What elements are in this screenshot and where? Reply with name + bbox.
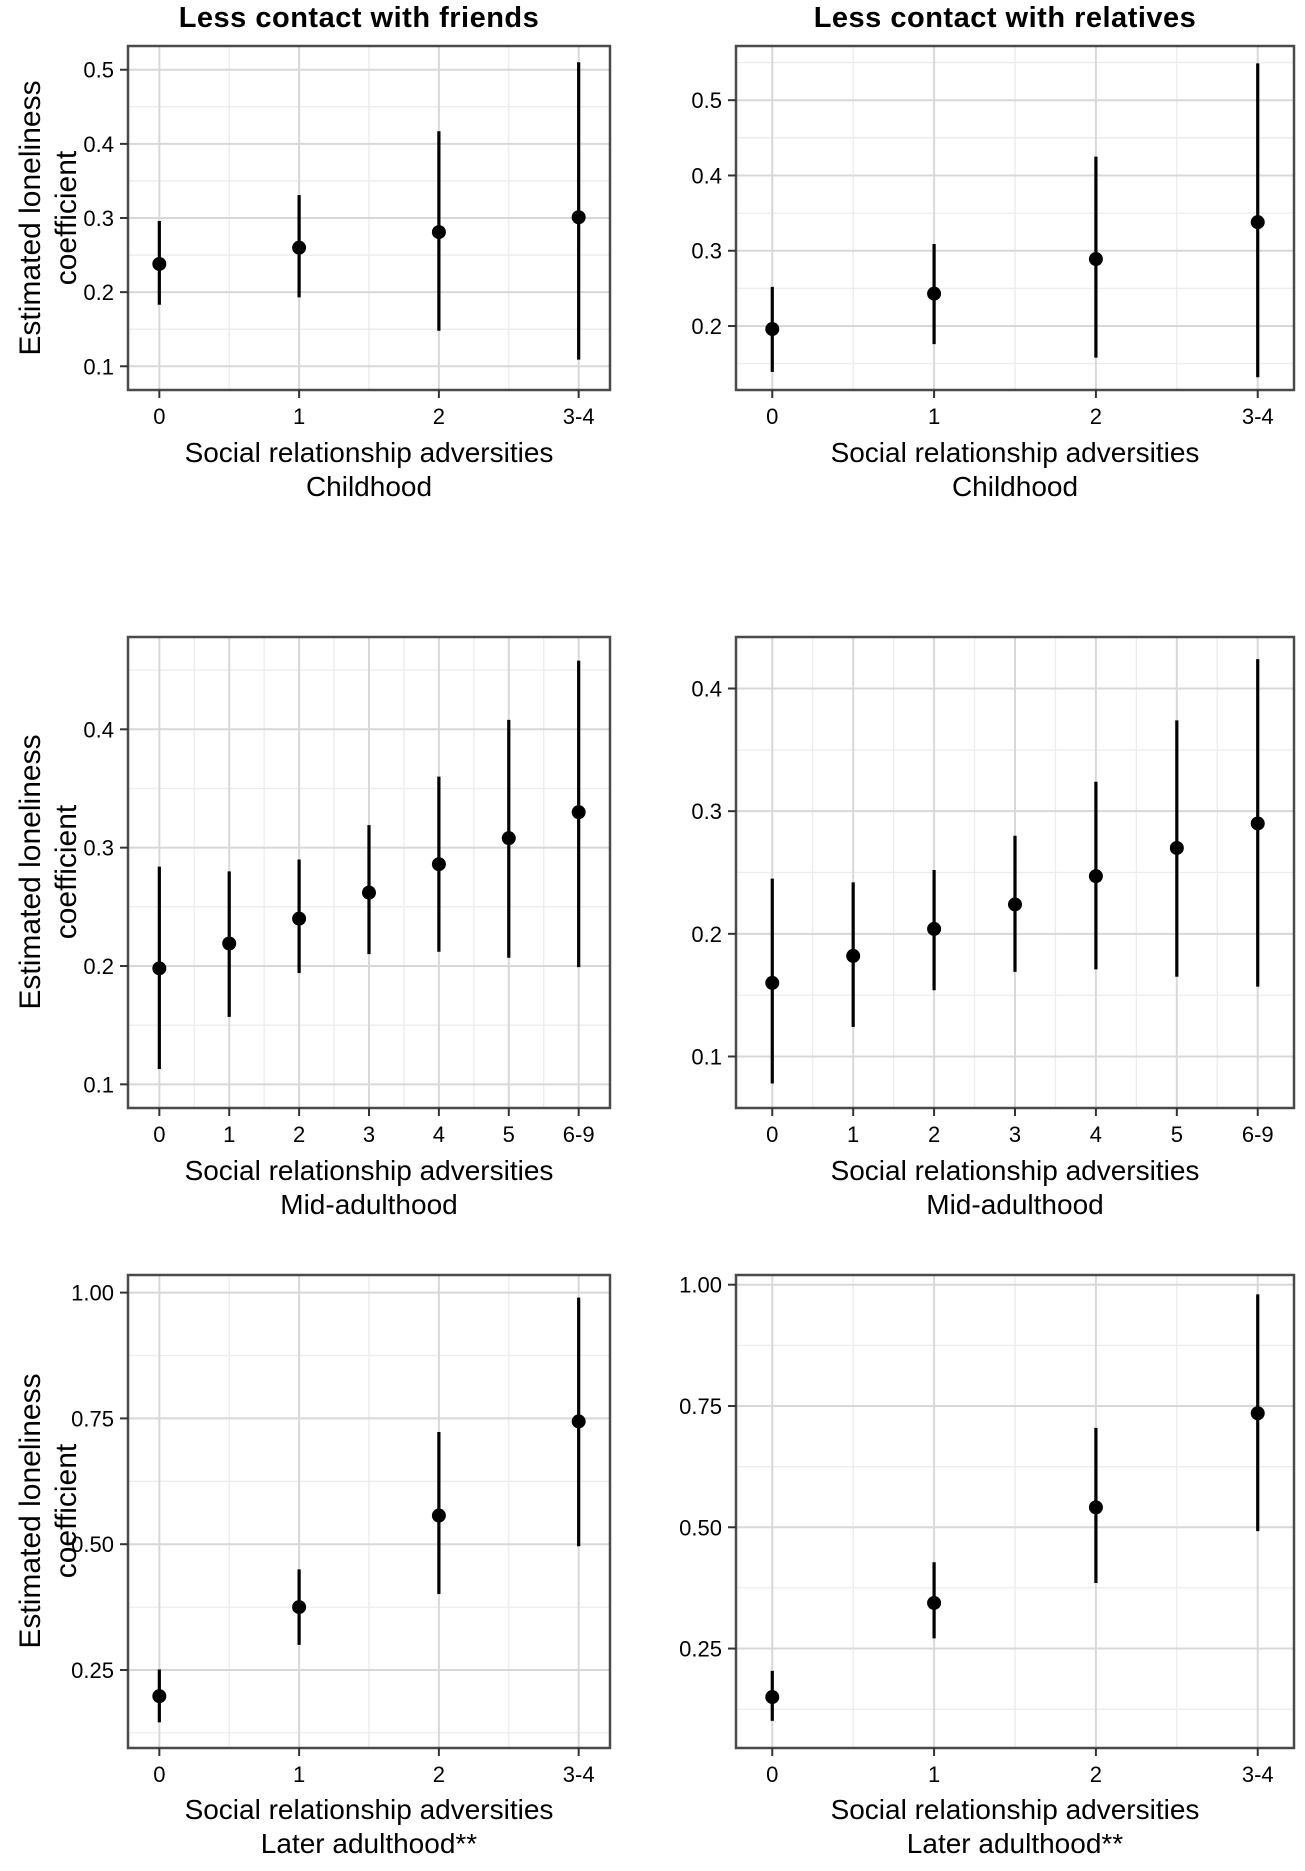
data-point xyxy=(222,937,236,951)
y-axis-label-line2: coefficient xyxy=(50,150,83,286)
x-axis-title-row3-left: Social relationship adversities xyxy=(184,1794,554,1825)
data-point xyxy=(1251,215,1265,229)
x-tick-label: 0 xyxy=(766,1762,779,1787)
x-tick-label: 2 xyxy=(1089,404,1103,429)
x-tick-label: 2 xyxy=(292,1122,306,1147)
x-tick-label: 2 xyxy=(1089,1762,1103,1787)
x-tick-label: 5 xyxy=(502,1122,515,1147)
y-tick-label: 0.4 xyxy=(83,131,114,157)
y-tick-label: 0.50 xyxy=(679,1515,722,1541)
x-axis-title-row2-left: Social relationship adversities xyxy=(184,1155,554,1186)
data-point xyxy=(1251,1406,1265,1420)
y-tick-label: 0.3 xyxy=(691,238,722,264)
data-point xyxy=(152,961,166,975)
x-tick-label: 0 xyxy=(766,1122,779,1147)
y-tick-label: 0.1 xyxy=(691,1044,722,1070)
y-tick-label: 0.75 xyxy=(71,1406,114,1432)
data-point xyxy=(765,1690,779,1704)
x-tick-label: 3 xyxy=(362,1122,376,1147)
x-axis-context-row1-right: Childhood xyxy=(951,471,1079,502)
x-tick-label: 0 xyxy=(153,404,166,429)
y-tick-label: 0.3 xyxy=(83,835,114,861)
y-tick-label: 0.5 xyxy=(691,88,722,114)
x-axis-context-row2-right: Mid-adulthood xyxy=(926,1189,1104,1220)
y-tick-label: 0.50 xyxy=(71,1532,114,1558)
data-point xyxy=(292,912,306,926)
data-point xyxy=(927,1596,941,1610)
y-tick-label: 0.1 xyxy=(83,1072,114,1098)
x-axis-title-row1-left: Social relationship adversities xyxy=(184,437,554,468)
x-tick-label: 2 xyxy=(432,404,446,429)
y-axis-label-line2: coefficient xyxy=(50,804,83,940)
y-axis-label-line1: Estimated loneliness xyxy=(14,734,47,1010)
data-point xyxy=(927,922,941,936)
x-axis-context-row3-right: Later adulthood** xyxy=(906,1828,1124,1859)
x-axis-context-row3-left: Later adulthood** xyxy=(260,1828,478,1859)
data-point xyxy=(572,805,586,819)
y-tick-label: 0.4 xyxy=(691,676,722,702)
data-point xyxy=(432,1509,446,1523)
y-axis-label-line1: Estimated loneliness xyxy=(14,1373,47,1649)
y-axis-label-line1: Estimated loneliness xyxy=(14,80,47,356)
x-tick-label: 3 xyxy=(1008,1122,1022,1147)
data-point xyxy=(1008,897,1022,911)
x-tick-label: 1 xyxy=(223,1122,236,1147)
y-tick-label: 0.3 xyxy=(691,799,722,825)
data-point xyxy=(432,225,446,239)
y-tick-label: 0.25 xyxy=(71,1658,114,1684)
y-tick-label: 1.00 xyxy=(71,1280,114,1306)
data-point xyxy=(502,831,516,845)
column-title-relatives: Less contact with relatives xyxy=(813,2,1197,34)
y-tick-label: 0.25 xyxy=(679,1636,722,1662)
x-tick-label: 0 xyxy=(766,404,779,429)
y-tick-label: 0.2 xyxy=(691,921,722,947)
x-axis-title-row1-right: Social relationship adversities xyxy=(830,437,1200,468)
x-tick-label: 6-9 xyxy=(562,1122,595,1147)
x-axis-context-row2-left: Mid-adulthood xyxy=(280,1189,458,1220)
data-point xyxy=(152,257,166,271)
data-point xyxy=(292,241,306,255)
data-point xyxy=(1089,869,1103,883)
x-tick-label: 1 xyxy=(292,404,306,429)
y-axis-label-line2: coefficient xyxy=(50,1443,83,1579)
data-point xyxy=(1170,841,1184,855)
x-tick-label: 3-4 xyxy=(1241,404,1274,429)
x-axis-title-row3-right: Social relationship adversities xyxy=(830,1794,1200,1825)
data-point xyxy=(572,210,586,224)
y-tick-label: 1.00 xyxy=(679,1272,722,1298)
data-point xyxy=(572,1414,586,1428)
x-tick-label: 1 xyxy=(927,1762,941,1787)
y-tick-label: 0.1 xyxy=(83,354,114,380)
x-tick-label: 3-4 xyxy=(562,404,595,429)
x-tick-label: 0 xyxy=(153,1122,166,1147)
data-point xyxy=(152,1689,166,1703)
x-tick-label: 1 xyxy=(292,1762,306,1787)
y-tick-label: 0.2 xyxy=(691,314,722,340)
x-axis-title-row2-right: Social relationship adversities xyxy=(830,1155,1200,1186)
data-point xyxy=(432,857,446,871)
data-point xyxy=(1251,816,1265,830)
x-tick-label: 5 xyxy=(1170,1122,1183,1147)
x-tick-label: 3-4 xyxy=(1241,1762,1274,1787)
x-tick-label: 4 xyxy=(432,1122,446,1147)
x-tick-label: 6-9 xyxy=(1241,1122,1274,1147)
y-tick-label: 0.2 xyxy=(83,280,114,306)
data-point xyxy=(927,287,941,301)
x-tick-label: 1 xyxy=(927,404,941,429)
data-point xyxy=(765,976,779,990)
x-tick-label: 2 xyxy=(432,1762,446,1787)
column-title-friends: Less contact with friends xyxy=(178,2,540,34)
x-axis-context-row1-left: Childhood xyxy=(305,471,433,502)
data-point xyxy=(292,1600,306,1614)
data-point xyxy=(1089,1500,1103,1514)
data-point xyxy=(846,949,860,963)
x-tick-label: 0 xyxy=(153,1762,166,1787)
data-point xyxy=(765,322,779,336)
y-tick-label: 0.5 xyxy=(83,57,114,83)
data-point xyxy=(362,886,376,900)
y-tick-label: 0.4 xyxy=(83,717,114,743)
x-tick-label: 4 xyxy=(1089,1122,1103,1147)
x-tick-label: 1 xyxy=(847,1122,860,1147)
y-tick-label: 0.3 xyxy=(83,206,114,231)
y-tick-label: 0.4 xyxy=(691,163,722,189)
data-point xyxy=(1089,252,1103,266)
x-tick-label: 3-4 xyxy=(562,1762,595,1787)
x-tick-label: 2 xyxy=(927,1122,941,1147)
y-tick-label: 0.2 xyxy=(83,953,114,979)
y-tick-label: 0.75 xyxy=(679,1393,722,1419)
